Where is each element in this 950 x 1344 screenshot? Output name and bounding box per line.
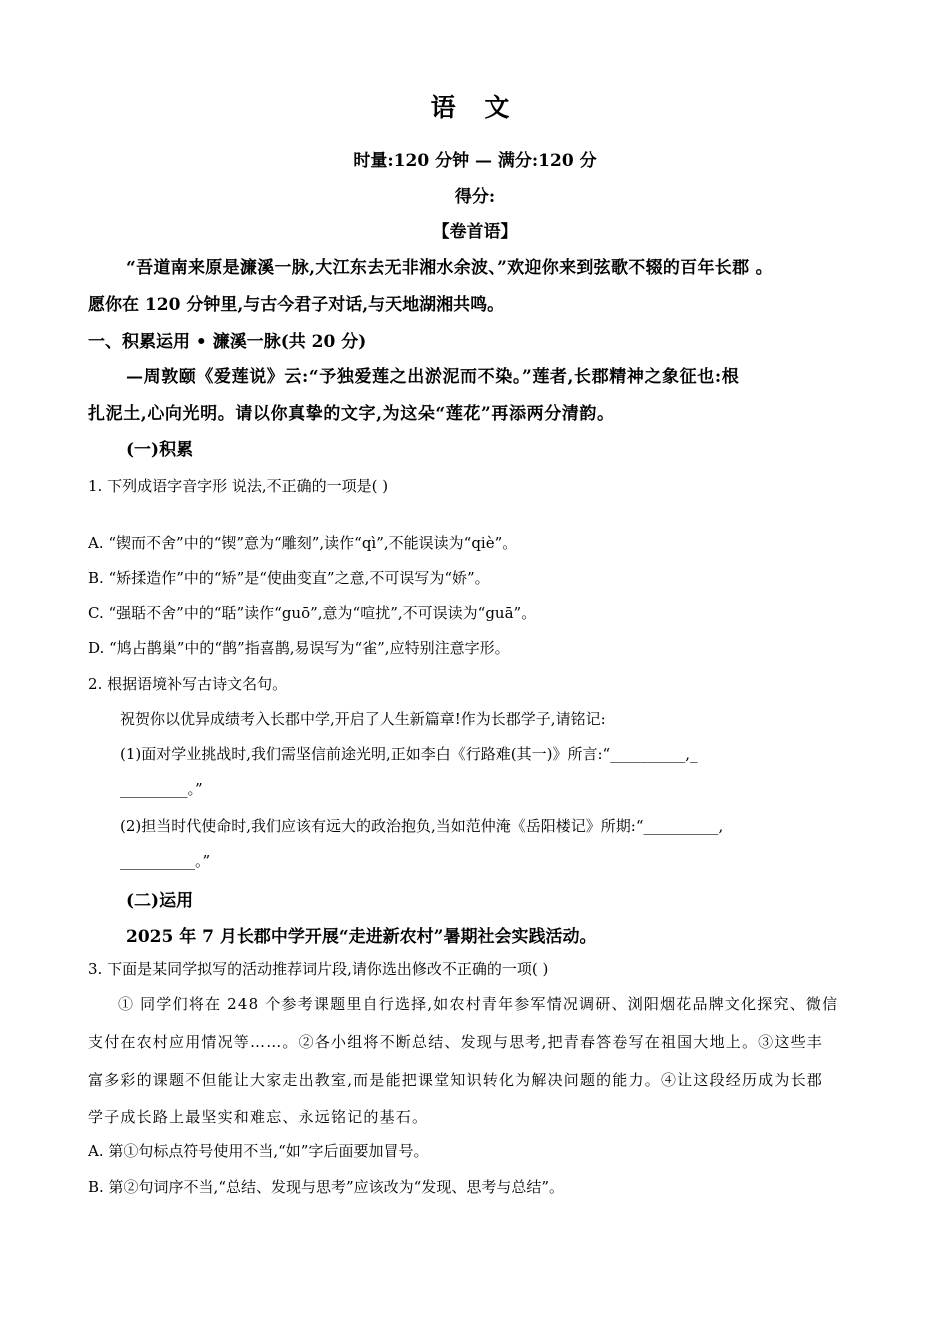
section1-heading: 一、积累运用 • 濂溪一脉(共 20 分) [88,332,367,352]
q2-stem: 2. 根据语境补写古诗文名句。 [88,675,288,693]
preface-heading: 【卷首语】 [432,222,518,242]
section1-intro-line-1: —周敦颐《爱莲说》云:“予独爱莲之出淤泥而不染。”莲者,长郡精神之象征也:根 [126,367,740,387]
q1-stem: 1. 下列成语字音字形 说法,不正确的一项是( ) [88,477,389,495]
q2-intro: 祝贺你以优异成绩考入长郡中学,开启了人生新篇章!作为长郡学子,请铭记: [120,710,606,728]
preface-line-1: “吾道南来原是濂溪一脉,大江东去无非湘水余波、”欢迎你来到弦歌不辍的百年长郡 。 [126,258,773,278]
q3-passage-line-4: 学子成长路上最坚实和难忘、永远铭记的基石。 [88,1108,429,1126]
preface-line-2: 愿你在 120 分钟里,与古今君子对话,与天地湖湘共鸣。 [88,295,505,315]
q3-passage-line-2: 支付在农村应用情况等……。②各小组将不断总结、发现与思考,把青春答卷写在祖国大地上。③这些丰 [88,1033,823,1051]
score-line: 得分: [454,187,496,207]
activity-line: 2025 年 7 月长郡中学开展“走进新农村”暑期社会实践活动。 [126,927,597,947]
q3-passage-line-3: 富多彩的课题不但能让大家走出教室,而是能把课堂知识转化为解决问题的能力。④让这段经历成为长郡 [88,1071,823,1089]
q3-option-b: B. 第②句词序不当,“总结、发现与思考”应该改为“发现、思考与总结”。 [88,1178,565,1196]
q2-2-line-1: (2)担当时代使命时,我们应该有远大的政治抱负,当如范仲淹《岳阳楼记》所期:“__________, [120,817,724,835]
q2-1-line-2: _________。” [120,780,203,798]
section1-intro-line-2: 扎泥土,心向光明。请以你真挚的文字,为这朵“莲花”再添两分清韵。 [88,404,615,424]
q1-option-b: B. “矫揉造作”中的“矫”是“使曲变直”之意,不可误写为“娇”。 [88,569,490,587]
q1-option-d: D. “鸠占鹊巢”中的“鹊”指喜鹊,易误写为“雀”,应特别注意字形。 [88,639,510,657]
q1-option-a: A. “锲而不舍”中的“锲”意为“雕刻”,读作“qì”,不能误读为“qiè”。 [88,534,518,552]
exam-meta: 时量:120 分钟 — 满分:120 分 [353,151,597,171]
sub1-heading: (一)积累 [126,440,194,460]
q1-option-c: C. “强聒不舍”中的“聒”读作“guō”,意为“喧扰”,不可误读为“guā”。 [88,604,537,622]
q3-stem: 3. 下面是某同学拟写的活动推荐词片段,请你选出修改不正确的一项( ) [88,960,549,978]
page-title: 语 文 [430,93,520,122]
sub2-heading: (二)运用 [126,891,194,911]
q3-passage-line-1: ① 同学们将在 248 个参考课题里自行选择,如农村青年参军情况调研、浏阳烟花品牌文化探究、微信 [118,995,839,1013]
q2-2-line-2: __________。” [120,852,211,870]
q3-option-a: A. 第①句标点符号使用不当,“如”字后面要加冒号。 [88,1142,429,1160]
q2-1-line-1: (1)面对学业挑战时,我们需坚信前途光明,正如李白《行路难(其一)》所言:“__________,_ [120,745,698,763]
